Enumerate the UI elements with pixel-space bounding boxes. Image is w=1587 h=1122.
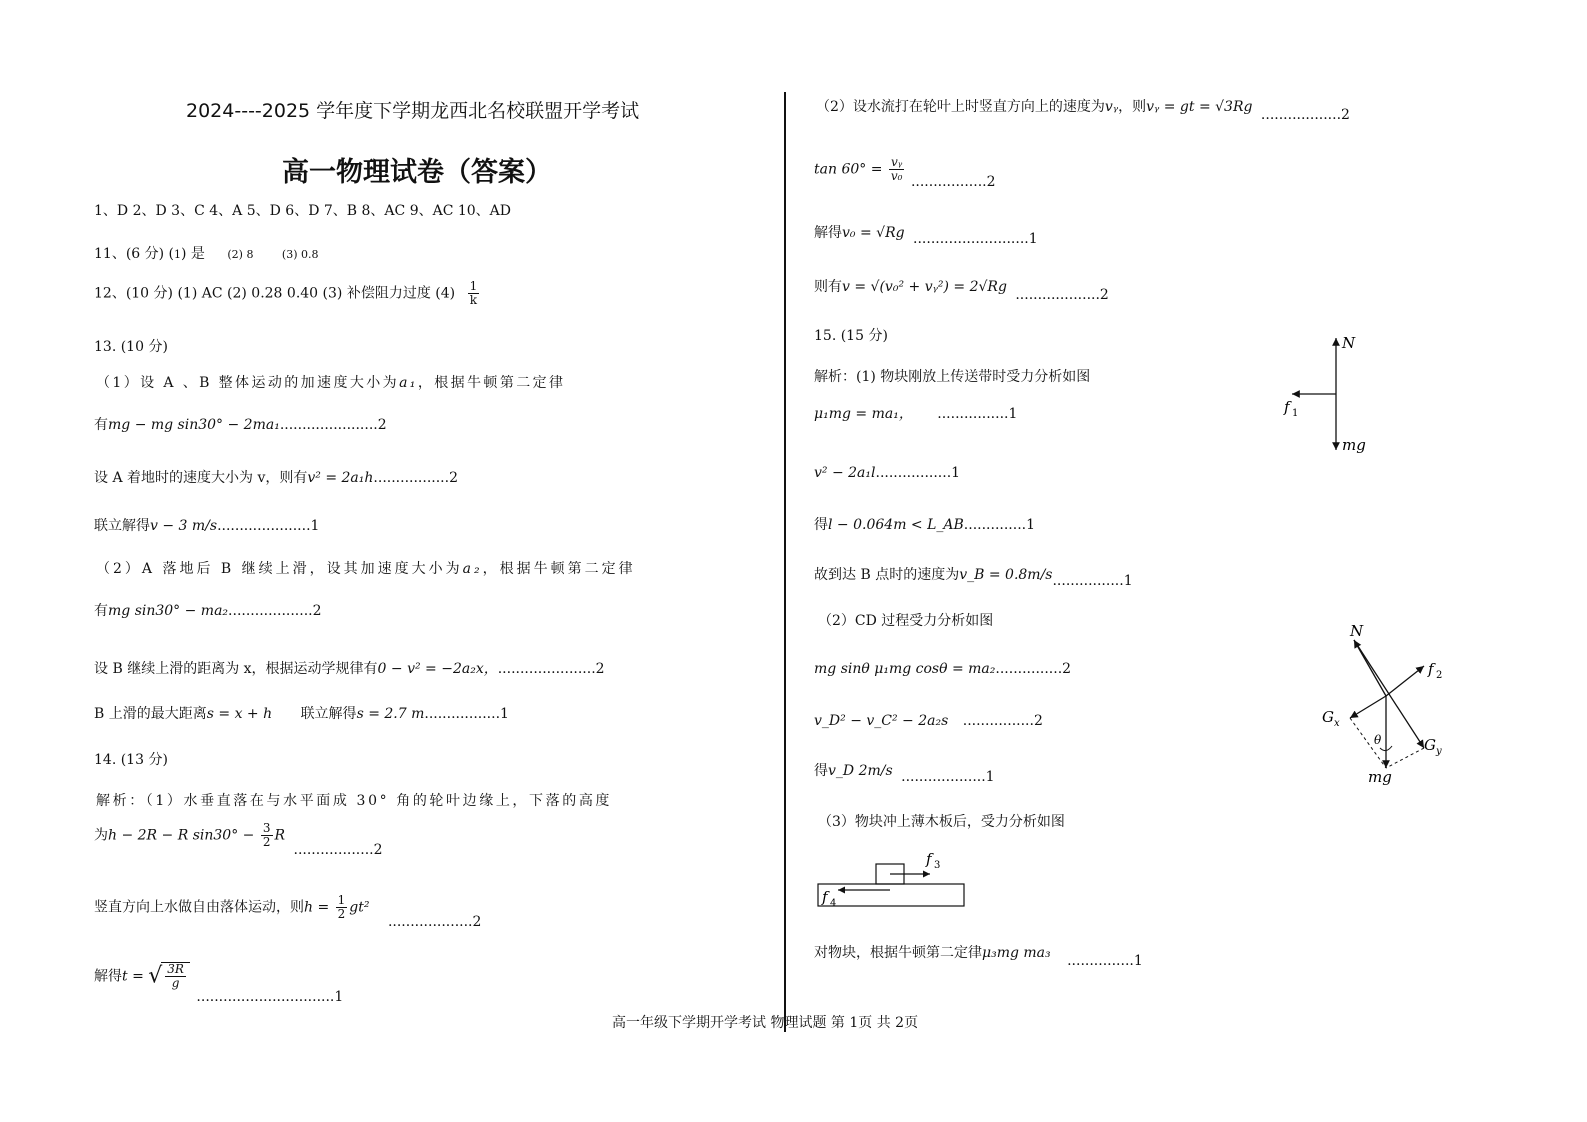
diagram2-mg-label: mg	[1368, 768, 1392, 786]
diagram2-gy-sub: y	[1436, 746, 1442, 757]
diagram2-gx-sub: x	[1334, 718, 1340, 729]
q13-l5-tail: ，根据牛顿第二定律	[482, 561, 636, 577]
q13-line8	[94, 705, 509, 723]
exam-title: 2024----2025 学年度下学期龙西北名校联盟开学考试	[186, 100, 640, 122]
q13-line4	[94, 517, 319, 535]
q13-l8-dots: .................1	[424, 706, 509, 722]
diagram2-theta-label: θ	[1374, 733, 1382, 747]
q14-l3-dots: ...................2	[387, 913, 482, 930]
q15-l8-eq: v_D² − v_C² − 2a₂s	[814, 713, 949, 729]
q14-l2-eq: h − 2R − R sin30° −	[108, 827, 255, 844]
q13-l8-prefix: B 上滑的最大距离	[94, 706, 207, 722]
q15-l5-eq: v_B = 0.8m/s	[959, 567, 1053, 583]
q14b-line2	[814, 155, 996, 190]
diagram2-n-label: N	[1350, 622, 1364, 640]
q14b-l1-eq: vᵧ = gt = √3Rg	[1146, 99, 1253, 115]
q12-frac-den: k	[469, 293, 478, 307]
q14-l2-frac-den: 2	[262, 835, 271, 849]
q13-l7-dots: ......................2	[497, 661, 605, 677]
diagram1-f-sub: 1	[1292, 408, 1299, 419]
q15-l3-eq: v² − 2a₁l	[814, 465, 876, 481]
friction-arrow	[1386, 666, 1424, 696]
q14-l4-sqrt-num: 3R	[167, 962, 184, 976]
q14-l4-eq: t =	[122, 968, 144, 985]
sqrt-sign: √	[148, 963, 163, 989]
q14b-l4-eq: v = √(v₀² + vᵧ²) = 2√Rg	[842, 279, 1007, 295]
diagram2-f-label: f	[1428, 660, 1434, 678]
diagram2-f-sub: 2	[1436, 670, 1443, 681]
q15-l3-dots: .................1	[875, 465, 961, 481]
q14-line1: 解析：（1）水垂直落在与水平面成 30° 角的轮叶边缘上，下落的高度	[96, 793, 613, 809]
q14-l3-eq-b: gt²	[349, 899, 370, 916]
q14b-l3-eq: v₀ = √Rg	[842, 225, 905, 241]
q14-l3-frac-num: 1	[337, 893, 346, 907]
q15-l11-dots: ...............1	[1067, 953, 1143, 969]
q14-l2-frac-num: 3	[262, 821, 271, 835]
q14b-line4	[814, 278, 1109, 303]
q14b-l1-prefix: （2）设水流打在轮叶上时竖直方向上的速度为	[816, 99, 1105, 115]
q13-line6	[94, 602, 322, 620]
q15-l11-eq: μ₃mg ma₃	[982, 945, 1051, 961]
q13-l6-eq: mg sin30° − ma₂	[108, 603, 229, 619]
q14-l4-sqrt-frac	[165, 963, 186, 990]
q14b-line1	[816, 98, 1350, 123]
q15-line8	[814, 712, 1043, 730]
q13-l6-dots: ...................2	[228, 603, 322, 619]
q15-l2-eq: μ₁mg = ma₁，	[814, 406, 913, 422]
q13-l2-prefix: 有	[94, 417, 108, 433]
q15-l9-eq: v_D 2m/s	[828, 763, 893, 779]
force-diagram-3	[812, 848, 982, 914]
q15-l5-prefix: 故到达 B 点时的速度为	[814, 567, 960, 583]
diagram1-f-label: f	[1284, 398, 1290, 416]
diagram2-gy-label: G	[1424, 736, 1436, 754]
q15-l5-dots: ................1	[1052, 573, 1133, 589]
q15-line10: （3）物块冲上薄木板后，受力分析如图	[818, 814, 1065, 830]
q14-l4-sqrt-den: g	[171, 976, 180, 990]
diagram1-mg-label: mg	[1342, 436, 1366, 454]
q11-prefix: 11、(6 分) (	[94, 246, 175, 262]
q13-line3	[94, 469, 458, 487]
q13-l4-eq: v − 3 m/s	[150, 518, 218, 534]
q13-l3-eq: v² = 2a₁h	[307, 470, 374, 486]
q13-l8-mid: 联立解得	[300, 706, 357, 722]
gy-dashed	[1386, 748, 1424, 768]
q14b-l2-eq: tan 60° =	[814, 161, 883, 178]
q15-line6: （2）CD 过程受力分析如图	[818, 613, 994, 629]
page-footer: 高一年级下学期开学考试 物理试题 第 1页 共 2页	[612, 1015, 919, 1031]
q14-l2-prefix: 为	[94, 827, 108, 844]
q14b-l4-dots: ...................2	[1015, 287, 1109, 303]
q13-l7-eq: 0 − v² = −2a₂x，	[377, 661, 498, 677]
q13-l7-prefix: 设 B 继续上滑的距离为 x，根据运动学规律有	[94, 661, 378, 677]
q15-l2-dots: ................1	[937, 406, 1018, 422]
q14-l4-dots: ...............................1	[196, 988, 344, 1005]
q13-l2-eq: mg − mg sin30° − 2ma₁	[108, 417, 280, 433]
q15-head: 15. (15 分)	[814, 328, 888, 344]
q15-l11-prefix: 对物块，根据牛顿第二定律	[814, 945, 982, 961]
q13-line7	[94, 660, 605, 678]
diagram2-gx-label: G	[1322, 708, 1334, 726]
q14b-l3-dots: ..........................1	[913, 231, 1038, 247]
q15-l4-dots: ..............1	[963, 517, 1036, 533]
q13-l6-prefix: 有	[94, 603, 108, 619]
q13-l1: （1）设 A 、B 整体运动的加速度大小为	[96, 375, 400, 391]
q15-l7-dots: ...............2	[995, 661, 1072, 677]
q13-l1-tail: ，根据牛顿第二定律	[417, 375, 566, 391]
mc-answers: 1、D 2、D 3、C 4、A 5、D 6、D 7、B 8、AC 9、AC 10、AD	[94, 203, 512, 219]
force-diagram-2	[1320, 620, 1460, 790]
q13-line5	[96, 560, 636, 578]
q13-l5: （2）A 落地后 B 继续上滑，设其加速度大小为	[96, 561, 463, 577]
q14-head: 14. (13 分)	[94, 752, 168, 768]
q14b-l1-mid: ，则	[1118, 99, 1147, 115]
q13-l5-var: a₂	[462, 561, 483, 577]
q14-l2-eq-tail: R	[274, 827, 286, 844]
q13-l2-dots: ......................2	[279, 417, 387, 433]
q14-l3-fraction	[336, 894, 348, 921]
q13-l3-dots: .................2	[373, 470, 458, 486]
q15-l9-prefix: 得	[814, 763, 828, 779]
q15-l9-dots: ...................1	[901, 769, 995, 785]
q11-p3: (3) 0.8	[281, 248, 319, 261]
q14-l2-fraction	[261, 822, 273, 849]
q13-l1-var: a₁	[399, 375, 418, 391]
q14-line2	[94, 821, 383, 858]
q14-l2-dots: ..................2	[293, 841, 383, 858]
diagram3-f4-sub: 4	[830, 898, 837, 909]
q14-line3	[94, 893, 482, 930]
diagram3-f4-label: f	[822, 888, 828, 906]
q11-p1-after: ) 是	[181, 246, 205, 262]
q11-p1: 1	[174, 248, 182, 261]
q14-l3-eq-a: h =	[304, 899, 330, 916]
q11-p2: (2) 8	[227, 248, 254, 261]
force-diagram-1	[1270, 330, 1390, 470]
q14-line4	[94, 962, 344, 1005]
q14b-l1-var: vᵧ	[1104, 99, 1119, 115]
q13-l4-dots: .....................1	[217, 518, 320, 534]
page-title: 高一物理试卷（答案）	[282, 157, 552, 188]
q15-line3	[814, 464, 960, 482]
q15-line9	[814, 762, 995, 785]
q14b-l4-prefix: 则有	[814, 279, 842, 295]
q12-fraction	[468, 280, 480, 307]
q12-text: 12、(10 分) (1) AC (2) 0.28 0.40 (3) 补偿阻力过度 (4)	[94, 285, 456, 302]
q15-line1: 解析：(1) 物块刚放上传送带时受力分析如图	[814, 369, 1091, 385]
q13-line1	[96, 374, 565, 392]
q14b-l3-prefix: 解得	[814, 225, 842, 241]
q14-l4-prefix: 解得	[94, 968, 122, 985]
q14b-l2-dots: .................2	[910, 173, 996, 190]
q13-l8-eq: s = x + h	[206, 706, 273, 722]
q15-l7-eq: mg sinθ μ₁mg cosθ = ma₂	[814, 661, 996, 677]
q15-l4-prefix: 得	[814, 517, 828, 533]
q13-l4-prefix: 联立解得	[94, 518, 150, 534]
diagram3-f3-label: f	[926, 850, 932, 868]
q14-l3-frac-den: 2	[337, 907, 346, 921]
column-divider	[784, 92, 786, 1032]
q12-frac-num: 1	[469, 279, 478, 293]
q14b-line3	[814, 224, 1038, 247]
incline-line	[1354, 640, 1424, 748]
q14b-l2-den: v₀	[890, 169, 903, 183]
q14-l3-prefix: 竖直方向上水做自由落体运动，则	[94, 899, 304, 916]
q15-line11	[814, 944, 1143, 969]
q13-line2	[94, 416, 387, 434]
q15-l8-dots: ................2	[962, 713, 1043, 729]
plank	[818, 884, 964, 906]
diagram1-n-label: N	[1342, 334, 1356, 352]
q15-line2	[814, 405, 1017, 423]
q14b-l1-dots: ..................2	[1260, 107, 1350, 123]
q13-l8-eq2: s = 2.7 m	[356, 706, 425, 722]
q15-l4-eq: l − 0.064m < L_AB	[828, 517, 964, 533]
q13-head: 13. (10 分)	[94, 339, 168, 355]
q15-line7	[814, 660, 1071, 678]
q13-l3-prefix: 设 A 着地时的速度大小为 v，则有	[94, 470, 308, 486]
q15-line5	[814, 566, 1133, 589]
q11-line	[94, 245, 319, 264]
diagram3-f3-sub: 3	[934, 860, 941, 871]
q14b-l2-num: vᵧ	[889, 156, 905, 170]
q15-line4	[814, 516, 1035, 534]
q12-line	[94, 280, 481, 307]
gx-arrow	[1350, 696, 1386, 718]
q14b-l2-fraction	[889, 156, 905, 183]
